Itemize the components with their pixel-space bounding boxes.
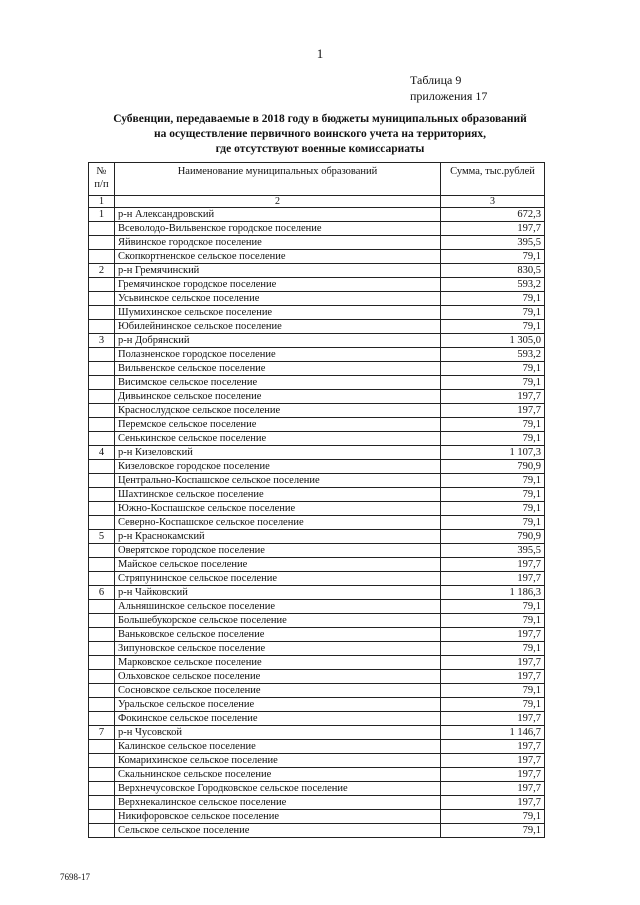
row-number — [89, 754, 115, 768]
title-line3: где отсутствуют военные комиссариаты — [215, 143, 425, 155]
row-number — [89, 782, 115, 796]
table-row — [89, 306, 545, 320]
table-row — [89, 628, 545, 642]
header-no: № п/п — [89, 163, 115, 196]
municipality-name: Сельское сельское поселение — [115, 824, 441, 838]
amount: 790,9 — [441, 460, 545, 474]
amount: 79,1 — [441, 642, 545, 656]
amount: 79,1 — [441, 362, 545, 376]
row-number — [89, 348, 115, 362]
table-row — [89, 474, 545, 488]
table-row — [89, 810, 545, 824]
amount: 197,7 — [441, 390, 545, 404]
subvention-table — [88, 162, 545, 838]
row-number: 7 — [89, 726, 115, 740]
municipality-name: р-н Чайковский — [115, 586, 441, 600]
row-number — [89, 684, 115, 698]
row-number — [89, 292, 115, 306]
amount: 79,1 — [441, 516, 545, 530]
municipality-name: р-н Чусовской — [115, 726, 441, 740]
amount: 672,3 — [441, 208, 545, 222]
table-row — [89, 362, 545, 376]
table-row — [89, 250, 545, 264]
amount: 197,7 — [441, 558, 545, 572]
row-number — [89, 250, 115, 264]
municipality-name: р-н Краснокамский — [115, 530, 441, 544]
municipality-name: Шумихинское сельское поселение — [115, 306, 441, 320]
table-row — [89, 656, 545, 670]
table-row — [89, 530, 545, 544]
amount: 79,1 — [441, 684, 545, 698]
header-sum: Сумма, тыс.рублей — [441, 163, 545, 196]
table-row — [89, 446, 545, 460]
amount: 79,1 — [441, 488, 545, 502]
table-row — [89, 558, 545, 572]
table-row — [89, 334, 545, 348]
municipality-name: Гремячинское городское поселение — [115, 278, 441, 292]
table-row — [89, 432, 545, 446]
amount: 79,1 — [441, 292, 545, 306]
row-number — [89, 222, 115, 236]
table-row — [89, 488, 545, 502]
municipality-name: Вильвенское сельское поселение — [115, 362, 441, 376]
table-row — [89, 320, 545, 334]
amount: 395,5 — [441, 236, 545, 250]
amount: 79,1 — [441, 418, 545, 432]
municipality-name: Полазненское городское поселение — [115, 348, 441, 362]
column-number: 3 — [441, 196, 545, 208]
row-number — [89, 824, 115, 838]
table-row — [89, 600, 545, 614]
table-row — [89, 208, 545, 222]
municipality-name: Южно-Коспашское сельское поселение — [115, 502, 441, 516]
row-number — [89, 488, 115, 502]
table-row — [89, 502, 545, 516]
amount: 1 305,0 — [441, 334, 545, 348]
amount: 197,7 — [441, 782, 545, 796]
table-row — [89, 670, 545, 684]
amount: 79,1 — [441, 376, 545, 390]
amount: 197,7 — [441, 404, 545, 418]
title-line2: на осуществление первичного воинского учета на территориях, — [154, 128, 486, 140]
table-row — [89, 460, 545, 474]
amount: 79,1 — [441, 250, 545, 264]
row-number — [89, 404, 115, 418]
row-number — [89, 600, 115, 614]
row-number: 5 — [89, 530, 115, 544]
row-number — [89, 460, 115, 474]
row-number — [89, 236, 115, 250]
table-row — [89, 782, 545, 796]
row-number — [89, 614, 115, 628]
row-number: 1 — [89, 208, 115, 222]
row-number: 4 — [89, 446, 115, 460]
amount: 79,1 — [441, 614, 545, 628]
municipality-name: Никифоровское сельское поселение — [115, 810, 441, 824]
table-row — [89, 712, 545, 726]
municipality-name: Стряпунинское сельское поселение — [115, 572, 441, 586]
municipality-name: Марковское сельское поселение — [115, 656, 441, 670]
table-row — [89, 768, 545, 782]
table-row — [89, 292, 545, 306]
amount: 830,5 — [441, 264, 545, 278]
municipality-name: р-н Гремячинский — [115, 264, 441, 278]
municipality-name: р-н Добрянский — [115, 334, 441, 348]
amount: 79,1 — [441, 810, 545, 824]
amount: 395,5 — [441, 544, 545, 558]
table-reference-line2: приложения 17 — [410, 89, 488, 103]
row-number — [89, 432, 115, 446]
row-number — [89, 796, 115, 810]
row-number — [89, 558, 115, 572]
row-number — [89, 698, 115, 712]
amount: 79,1 — [441, 306, 545, 320]
amount: 593,2 — [441, 278, 545, 292]
row-number — [89, 628, 115, 642]
amount: 197,7 — [441, 796, 545, 810]
amount: 197,7 — [441, 222, 545, 236]
municipality-name: Краснослудское сельское поселение — [115, 404, 441, 418]
municipality-name: Сенькинское сельское поселение — [115, 432, 441, 446]
municipality-name: р-н Кизеловский — [115, 446, 441, 460]
amount: 197,7 — [441, 670, 545, 684]
municipality-name: Фокинское сельское поселение — [115, 712, 441, 726]
row-number: 6 — [89, 586, 115, 600]
table-row — [89, 740, 545, 754]
municipality-name: Большебукорское сельское поселение — [115, 614, 441, 628]
municipality-name: Усьвинское сельское поселение — [115, 292, 441, 306]
amount: 1 107,3 — [441, 446, 545, 460]
municipality-name: Альняшинское сельское поселение — [115, 600, 441, 614]
row-number: 2 — [89, 264, 115, 278]
table-row — [89, 824, 545, 838]
municipality-name: Калинское сельское поселение — [115, 740, 441, 754]
amount: 1 146,7 — [441, 726, 545, 740]
row-number — [89, 362, 115, 376]
table-row — [89, 586, 545, 600]
document-title — [60, 112, 580, 157]
row-number — [89, 670, 115, 684]
amount: 197,7 — [441, 656, 545, 670]
row-number — [89, 474, 115, 488]
column-number: 1 — [89, 196, 115, 208]
table-row — [89, 754, 545, 768]
row-number — [89, 306, 115, 320]
column-number: 2 — [115, 196, 441, 208]
municipality-name: Сосновское сельское поселение — [115, 684, 441, 698]
row-number — [89, 642, 115, 656]
amount: 79,1 — [441, 502, 545, 516]
municipality-name: р-н Александровский — [115, 208, 441, 222]
municipality-name: Верхнечусовское Городковское сельское поселение — [115, 782, 441, 796]
row-number — [89, 810, 115, 824]
amount: 593,2 — [441, 348, 545, 362]
amount: 1 186,3 — [441, 586, 545, 600]
row-number — [89, 768, 115, 782]
amount: 197,7 — [441, 628, 545, 642]
amount: 197,7 — [441, 740, 545, 754]
table-row — [89, 796, 545, 810]
municipality-name: Шахтинское сельское поселение — [115, 488, 441, 502]
municipality-name: Юбилейнинское сельское поселение — [115, 320, 441, 334]
municipality-name: Оверятское городское поселение — [115, 544, 441, 558]
row-number — [89, 544, 115, 558]
page-number: 1 — [316, 46, 324, 61]
table-row — [89, 348, 545, 362]
municipality-name: Кизеловское городское поселение — [115, 460, 441, 474]
row-number — [89, 376, 115, 390]
municipality-name: Ваньковское сельское поселение — [115, 628, 441, 642]
row-number — [89, 390, 115, 404]
table-row — [89, 376, 545, 390]
amount: 79,1 — [441, 824, 545, 838]
municipality-name: Комарихинское сельское поселение — [115, 754, 441, 768]
table-row — [89, 264, 545, 278]
table-row — [89, 278, 545, 292]
amount: 197,7 — [441, 572, 545, 586]
footer-code: 7698-17 — [60, 872, 90, 882]
table-row — [89, 698, 545, 712]
row-number — [89, 712, 115, 726]
table-reference-line1: Таблица 9 — [410, 73, 462, 87]
table-reference — [410, 72, 487, 104]
municipality-name: Северно-Коспашское сельское поселение — [115, 516, 441, 530]
title-line1: Субвенции, передаваемые в 2018 году в бюджеты муниципальных образований — [113, 113, 527, 125]
row-number — [89, 572, 115, 586]
municipality-name: Висимское сельское поселение — [115, 376, 441, 390]
row-number: 3 — [89, 334, 115, 348]
municipality-name: Зипуновское сельское поселение — [115, 642, 441, 656]
table-body — [89, 208, 545, 838]
amount: 79,1 — [441, 320, 545, 334]
amount: 197,7 — [441, 754, 545, 768]
table-row — [89, 516, 545, 530]
row-number — [89, 320, 115, 334]
municipality-name: Ольховское сельское поселение — [115, 670, 441, 684]
municipality-name: Перемское сельское поселение — [115, 418, 441, 432]
table-row — [89, 726, 545, 740]
row-number — [89, 740, 115, 754]
table-row — [89, 236, 545, 250]
amount: 790,9 — [441, 530, 545, 544]
municipality-name: Скопкортненское сельское поселение — [115, 250, 441, 264]
amount: 79,1 — [441, 600, 545, 614]
municipality-name: Скальнинское сельское поселение — [115, 768, 441, 782]
municipality-name: Майское сельское поселение — [115, 558, 441, 572]
table-row — [89, 544, 545, 558]
municipality-name: Верхнекалинское сельское поселение — [115, 796, 441, 810]
amount: 79,1 — [441, 474, 545, 488]
table-row — [89, 404, 545, 418]
table-row — [89, 390, 545, 404]
table-row — [89, 614, 545, 628]
column-numbers-row — [89, 196, 545, 208]
table-row — [89, 642, 545, 656]
amount: 197,7 — [441, 712, 545, 726]
table-row — [89, 418, 545, 432]
row-number — [89, 502, 115, 516]
row-number — [89, 516, 115, 530]
municipality-name: Дивьинское сельское поселение — [115, 390, 441, 404]
table-row — [89, 222, 545, 236]
municipality-name: Яйвинское городское поселение — [115, 236, 441, 250]
table-row — [89, 684, 545, 698]
amount: 79,1 — [441, 432, 545, 446]
row-number — [89, 656, 115, 670]
municipality-name: Центрально-Коспашское сельское поселение — [115, 474, 441, 488]
amount: 79,1 — [441, 698, 545, 712]
amount: 197,7 — [441, 768, 545, 782]
row-number — [89, 278, 115, 292]
header-name: Наименование муниципальных образований — [115, 163, 441, 196]
table-header-row — [89, 163, 545, 196]
municipality-name: Всеволодо-Вильвенское городское поселение — [115, 222, 441, 236]
municipality-name: Уральское сельское поселение — [115, 698, 441, 712]
table-row — [89, 572, 545, 586]
row-number — [89, 418, 115, 432]
